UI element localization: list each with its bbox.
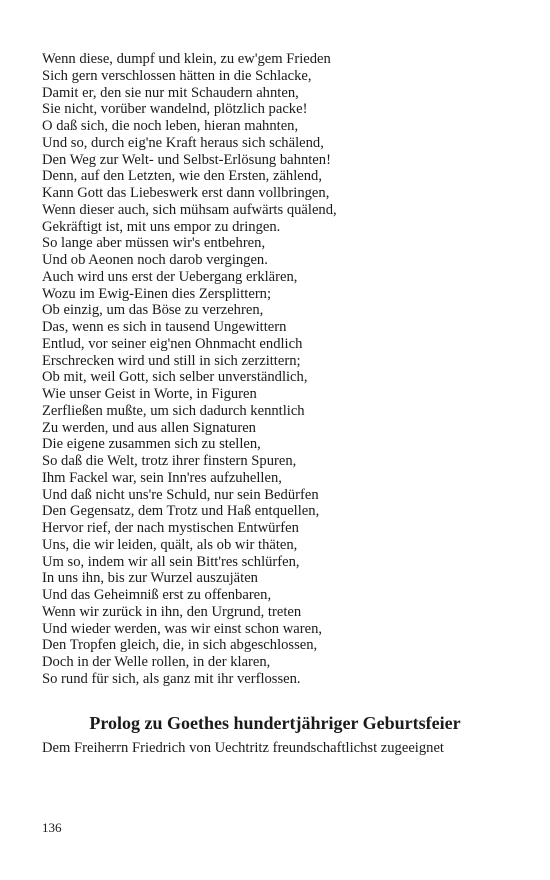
poem-line: Um so, indem wir all sein Bitt'res schlürfen,	[42, 553, 300, 570]
poem-line: Sie nicht, vorüber wandelnd, plötzlich packe!	[42, 101, 308, 118]
poem-line: Wenn wir zurück in ihn, den Urgrund, treten	[42, 603, 302, 620]
poem-line: Wenn diese, dumpf und klein, zu ew'gem Frieden	[42, 51, 331, 67]
poem-line: Kann Gott das Liebeswerk erst dann vollbringen,	[42, 185, 330, 201]
poem-line: Wie unser Geist in Worte, in Figuren	[42, 386, 257, 402]
poem-line: Auch wird uns erst der Uebergang erklären,	[42, 268, 298, 285]
poem-line: O daß sich, die noch leben, hieran mahnten,	[42, 118, 299, 134]
poem-line: Und wieder werden, was wir einst schon waren,	[42, 620, 323, 637]
poem-line: Das, wenn es sich in tausend Ungewittern	[42, 319, 287, 335]
poem-line: Entlud, vor seiner eig'nen Ohnmacht endlich	[42, 335, 303, 352]
poem-line: So daß die Welt, trotz ihrer finstern Spuren,	[42, 453, 297, 469]
poem-line: Damit er, den sie nur mit Schaudern ahnten,	[42, 84, 299, 101]
poem-line: Uns, die wir leiden, quält, als ob wir thäten,	[42, 536, 298, 553]
poem-line: Doch in der Welle rollen, in der klaren,	[42, 654, 271, 670]
dedication-line: Dem Freiherrn Friedrich von Uechtritz freundschaftlichst zugeeignet	[42, 740, 444, 756]
poem-line: Und ob Aeonen noch darob vergingen.	[42, 252, 268, 268]
poem-line: Ob einzig, um das Böse zu verzehren,	[42, 302, 264, 319]
poem-line: Wozu im Ewig-Einen dies Zersplittern;	[42, 285, 272, 302]
poem-line: Erschrecken wird und still in sich zerzittern;	[42, 352, 301, 369]
poem-stanza	[42, 51, 522, 688]
poem-line: Den Gegensatz, dem Trotz und Haß entquellen,	[42, 503, 320, 520]
poem-line: Gekräftigt ist, mit uns empor zu dringen.	[42, 218, 281, 235]
poem-line: Zu werden, und aus allen Signaturen	[42, 419, 256, 436]
poem-line: Hervor rief, der nach mystischen Entwürfen	[42, 520, 299, 536]
poem-line: So lange aber müssen wir's entbehren,	[42, 235, 266, 252]
poem-line: Ob mit, weil Gott, sich selber unverständlich,	[42, 369, 308, 386]
poem-line: So rund für sich, als ganz mit ihr verflossen.	[42, 670, 301, 687]
poem-line: Wenn dieser auch, sich mühsam aufwärts quälend,	[42, 201, 337, 218]
poem-line: Den Weg zur Welt- und Selbst-Erlösung bahnten!	[42, 151, 331, 168]
poem-line: Sich gern verschlossen hätten in die Schlacke,	[42, 67, 312, 84]
poem-line: In uns ihn, bis zur Wurzel auszujäten	[42, 570, 258, 587]
poem-line: Zerfließen mußte, um sich dadurch kenntlich	[42, 402, 305, 419]
poem-line: Und das Geheimniß erst zu offenbaren,	[42, 587, 272, 603]
poem-line: Ihm Fackel war, sein Inn'res aufzuhellen,	[42, 469, 282, 486]
page-number: 136	[42, 820, 62, 835]
poem-line: Und so, durch eig'ne Kraft heraus sich schälend,	[42, 134, 324, 151]
poem-line: Und daß nicht uns're Schuld, nur sein Bedürfen	[42, 486, 319, 503]
poem-heading: Prolog zu Goethes hundertjähriger Geburtsfeier	[89, 713, 461, 733]
poem-line: Denn, auf den Letzten, wie den Ersten, zählend,	[42, 168, 323, 185]
poem-line: Den Tropfen gleich, die, in sich abgeschlossen,	[42, 637, 318, 654]
poem-line: Die eigene zusammen sich zu stellen,	[42, 436, 261, 453]
